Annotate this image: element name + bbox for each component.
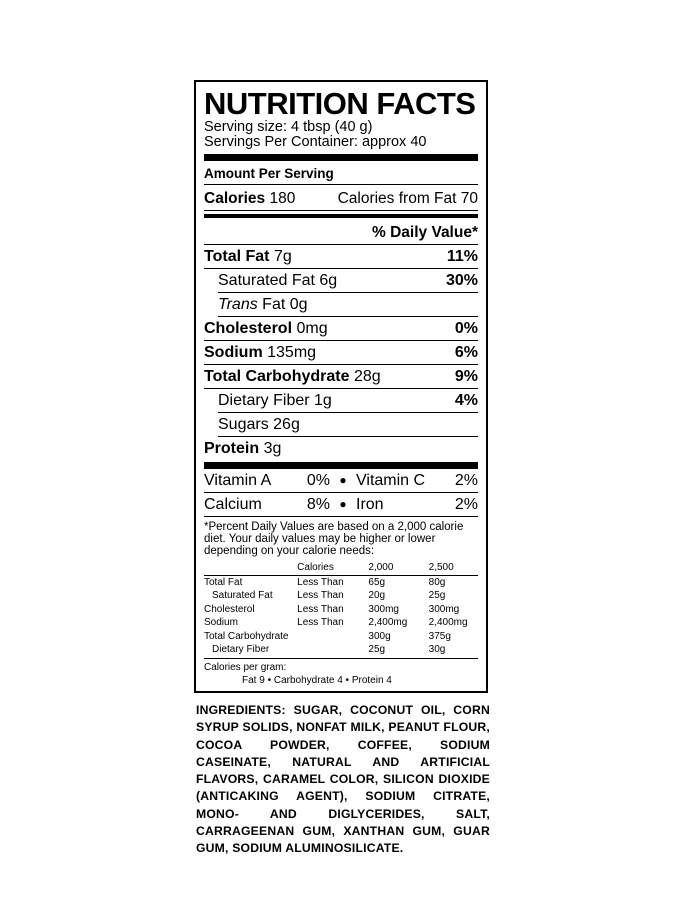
servings-per-container: Servings Per Container: approx 40 — [204, 134, 427, 150]
nutrient-name: Sugars 26g — [218, 416, 300, 433]
vitamin-a-value: 0% — [306, 472, 330, 489]
table-cell: 20g — [368, 590, 386, 601]
vitamin-a-label: Vitamin A — [204, 472, 272, 489]
calcium-label: Calcium — [204, 496, 262, 513]
calories-value: 180 — [269, 190, 296, 207]
vitamin-c-label: Vitamin C — [356, 472, 426, 489]
nutrient-row-total-fat — [204, 245, 478, 269]
nutrient-percent: 9% — [454, 368, 478, 385]
nutrient-name-italic: Trans — [218, 296, 258, 313]
nutrient-row-cholesterol — [204, 317, 478, 341]
table-row — [204, 630, 478, 644]
nutrient-name: Total Carbohydrate — [204, 368, 350, 385]
thick-divider — [204, 154, 478, 161]
thick-divider — [204, 462, 478, 469]
nutrient-row-dietary-fiber — [218, 389, 478, 413]
serving-size: Serving size: 4 tbsp (40 g) — [204, 119, 373, 135]
table-header-row — [204, 561, 478, 575]
daily-value-label: % Daily Value* — [372, 224, 478, 241]
table-cell — [297, 630, 368, 644]
calories-per-gram-label: Calories per gram: — [204, 661, 287, 673]
nutrient-row-saturated-fat — [218, 269, 478, 293]
nutrient-amount: 0mg — [296, 320, 328, 337]
nutrient-label — [204, 437, 281, 460]
nutrient-percent: 0% — [454, 320, 478, 337]
nutrient-name: Total Fat — [204, 248, 270, 265]
nutrient-percent: 11% — [446, 248, 478, 265]
nutrient-name: Dietary Fiber 1g — [218, 392, 332, 409]
nutrient-name: Sodium — [204, 344, 263, 361]
calories-from-fat: Calories from Fat 70 — [337, 190, 478, 207]
table-cell: 300mg — [428, 603, 460, 615]
table-cell — [297, 643, 368, 657]
nutrient-amount: 7g — [273, 248, 292, 265]
nutrient-label — [204, 341, 316, 364]
table-header-cell: Calories — [297, 561, 368, 575]
nutrient-percent: 6% — [454, 344, 478, 361]
calcium-value: 8% — [306, 496, 330, 513]
daily-value-header — [204, 218, 478, 245]
table-row — [204, 589, 478, 603]
nutrient-percent: 4% — [454, 392, 478, 409]
table-cell: 300g — [368, 630, 391, 642]
vitamin-row — [204, 469, 478, 493]
bullet-separator: ● — [339, 497, 347, 511]
table-cell: Saturated Fat — [212, 590, 273, 601]
nutrient-amount: 3g — [263, 440, 282, 457]
table-header-cell — [204, 561, 297, 575]
nutrient-name: Cholesterol — [204, 320, 293, 337]
ingredients-list: INGREDIENTS: SUGAR, COCONUT OIL, CORN SYRUP SOLIDS, NONFAT MILK, PEANUT FLOUR, COCOA POWDER, COFFEE, SODIUM CASEINATE, NATURAL AND ARTIFICIAL FLAVORS, CARAMEL COLOR, SILICON DIOXIDE (ANTICAKING AGENT), SODIUM CITRATE, MONO- AND DIGLYCERIDES, SALT, CARRAGEENAN GUM, XANTHAN GUM, GUAR GUM, SODIUM ALUMINOSILICATE. — [196, 703, 490, 856]
table-cell: Sodium — [204, 617, 238, 628]
nutrient-row-protein — [204, 437, 478, 460]
bullet-separator: ● — [339, 473, 347, 487]
table-cell: 300mg — [368, 603, 399, 615]
nutrient-row-trans-fat — [218, 293, 478, 317]
nutrient-label — [204, 365, 381, 388]
table-cell: 25g — [368, 644, 386, 655]
table-cell: Cholesterol — [204, 603, 255, 615]
table-cell: Total Fat — [204, 576, 243, 588]
calories-row — [204, 185, 478, 211]
table-cell: Less Than — [297, 590, 344, 601]
nutrient-row-sodium — [204, 341, 478, 365]
table-cell: Less Than — [297, 576, 344, 588]
vitamin-c-value: 2% — [454, 472, 478, 489]
table-cell: 375g — [428, 630, 451, 642]
table-cell: Less Than — [297, 617, 344, 628]
table-cell: Less Than — [297, 603, 344, 615]
mineral-row — [204, 493, 478, 517]
table-cell: 80g — [428, 576, 446, 588]
nutrient-label — [204, 245, 292, 268]
table-cell: Dietary Fiber — [212, 644, 270, 655]
table-row — [204, 575, 478, 589]
table-header-cell: 2,000 — [368, 561, 428, 575]
table-cell: 65g — [368, 576, 386, 588]
nutrient-name: Saturated Fat 6g — [218, 272, 338, 289]
nutrient-label — [218, 293, 308, 316]
nutrient-row-total-carbohydrate — [204, 365, 478, 389]
calories-per-gram-values: Fat 9 • Carbohydrate 4 • Protein 4 — [242, 674, 392, 686]
nutrient-percent: 30% — [445, 272, 478, 289]
calories-label: Calories — [204, 190, 266, 207]
table-row — [204, 643, 478, 657]
nutrient-row-sugars — [218, 413, 478, 437]
footnote: *Percent Daily Values are based on a 2,000 calorie diet. Your daily values may be higher or lower depending on your calorie needs: — [204, 521, 464, 557]
daily-values-table — [204, 561, 478, 657]
table-header-cell: 2,500 — [429, 561, 478, 575]
table-cell: 2,400mg — [368, 617, 408, 628]
panel-title: NUTRITION FACTS — [204, 86, 476, 121]
calories-label-group — [204, 188, 295, 210]
nutrient-name-rest: Fat 0g — [257, 296, 308, 313]
nutrient-amount: 28g — [353, 368, 381, 385]
amount-per-serving: Amount Per Serving — [204, 161, 478, 185]
table-cell: 30g — [428, 644, 446, 655]
table-cell: Total Carbohydrate — [204, 630, 289, 642]
iron-label: Iron — [356, 496, 384, 513]
nutrient-name: Protein — [204, 440, 260, 457]
nutrient-label — [204, 317, 328, 340]
table-row — [204, 616, 478, 630]
table-cell: 25g — [428, 590, 446, 601]
iron-value: 2% — [454, 496, 478, 513]
table-cell: 2,400mg — [428, 617, 468, 628]
nutrition-facts-panel — [194, 80, 488, 693]
nutrient-amount: 135mg — [267, 344, 317, 361]
table-row — [204, 603, 478, 617]
